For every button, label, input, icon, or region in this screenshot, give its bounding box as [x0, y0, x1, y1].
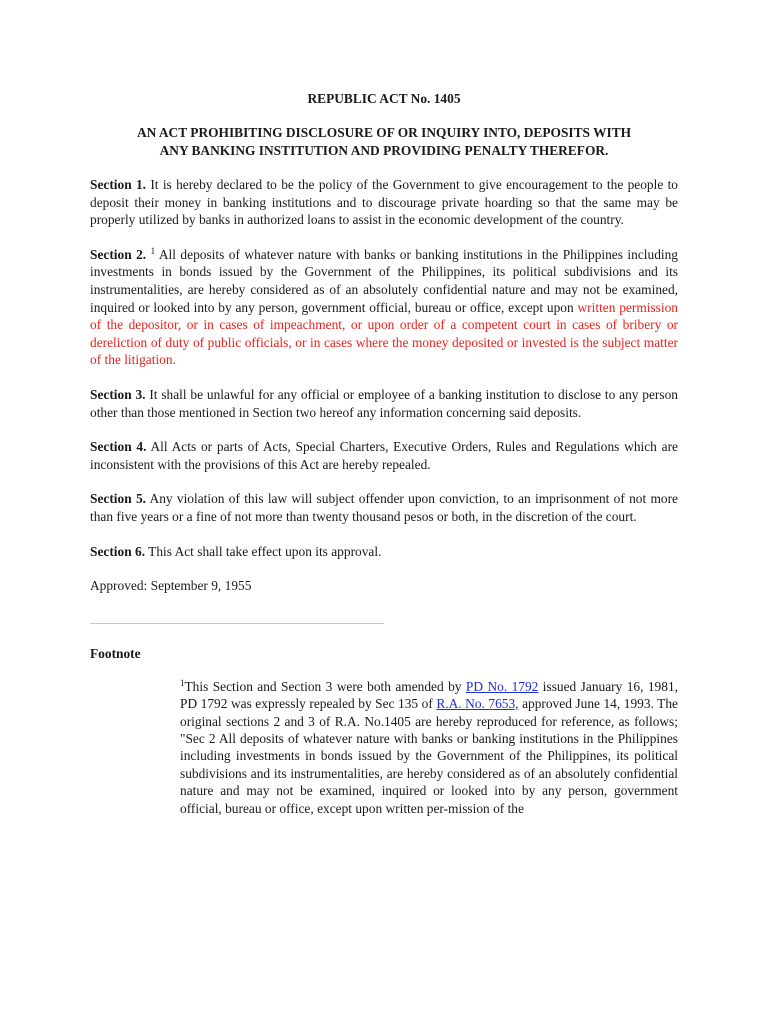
section-2-text: All deposits of whatever nature with banks or banking institutions in the Philippines including investments in bonds issued by the Government of the Philippines, its political subdivisions and its instrumentalities, are hereby considered as of an absolutely confidential nature and may not be examined, inquired or looked into by any person, government official, bureau or office, except upon — [90, 246, 678, 315]
section-2-label: Section 2. — [90, 246, 147, 262]
approval-date: Approved: September 9, 1955 — [90, 578, 252, 594]
footnote-text-3: approved June 14, 1993. The original sections 2 and 3 of R.A. No.1405 are hereby reproduced for reference, as follows; "Sec 2 All deposits of whatever nature with banks or banking institutions in the Philippines including investments in bonds issued by the Government of the Philippines, its political subdivisions and its instrumentalities, are hereby considered as of an absolutely confidential nature and may not be examined, inquired or looked into by any person, government official, bureau or office, except upon written per-mission of the — [180, 696, 678, 816]
section-5-label: Section 5. — [90, 491, 146, 507]
section-6 — [90, 543, 678, 561]
section-1 — [90, 176, 678, 229]
section-2-footnote-mark[interactable]: 1 — [150, 245, 156, 256]
ra-7653-link[interactable]: R.A. No. 7653, — [436, 696, 519, 712]
section-4-label: Section 4. — [90, 439, 147, 455]
section-5 — [90, 490, 678, 525]
document-subtitle — [90, 124, 678, 160]
section-1-text: It is hereby declared to be the policy of the Government to give encouragement to the people to deposit their money in banking institutions and to discourage private hoarding so that the same may be properly utilized by banks in authorized loans to assist in the economic development of the country. — [90, 177, 678, 228]
pd-1792-link[interactable]: PD No. 1792 — [465, 678, 539, 694]
section-4-text: All Acts or parts of Acts, Special Charters, Executive Orders, Rules and Regulations which are inconsistent with the provisions of this Act are hereby repealed. — [90, 439, 678, 472]
subtitle-line-1: AN ACT PROHIBITING DISCLOSURE OF OR INQUIRY INTO, DEPOSITS WITH — [136, 125, 632, 140]
section-6-text: This Act shall take effect upon its approval. — [145, 543, 382, 559]
section-3-text: It shall be unlawful for any official or employee of a banking institution to disclose to any person other than those mentioned in Section two hereof any information concerning said deposits. — [90, 386, 678, 420]
section-6-label: Section 6. — [90, 543, 146, 559]
footnote-text-1: This Section and Section 3 were both amended by — [184, 678, 466, 694]
document-title: REPUBLIC ACT No. 1405 — [307, 91, 461, 106]
section-2-amended-text: written permission of the depositor, or in cases of impeachment, or upon order of a competent court in cases of bribery or dereliction of duty of public officials, or in cases where the money deposited or invested is the subject matter of the litigation. — [90, 299, 679, 368]
footnote-mark: 1 — [180, 677, 185, 688]
section-1-label: Section 1. — [90, 177, 147, 192]
subtitle-line-2: ANY BANKING INSTITUTION AND PROVIDING PENALTY THEREFOR. — [159, 143, 609, 158]
section-2 — [90, 246, 678, 369]
footnote-divider — [90, 623, 384, 624]
section-5-text: Any violation of this law will subject offender upon conviction, to an imprisonment of not more than five years or a fine of not more than twenty thousand pesos or both, in the discretion of the court. — [90, 491, 678, 524]
footnote-text-2: issued January 16, 1981, PD 1792 was expressly repealed by Sec 135 of — [180, 678, 678, 712]
section-3-label: Section 3. — [90, 386, 146, 402]
section-4 — [90, 438, 678, 473]
footnote-heading: Footnote — [90, 645, 141, 661]
document-page — [90, 90, 678, 817]
footnote-body — [180, 678, 678, 817]
section-3 — [90, 386, 678, 421]
